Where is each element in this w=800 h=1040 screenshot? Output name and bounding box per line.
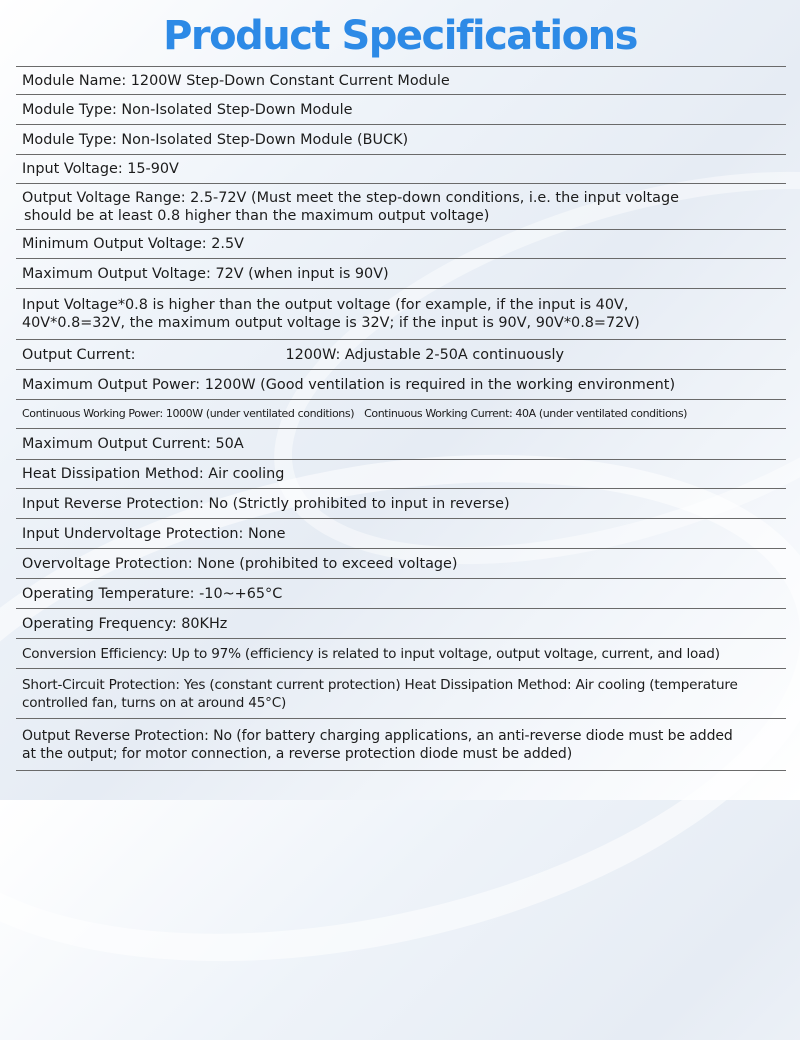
spec-line: 40V*0.8=32V, the maximum output voltage is 32V; if the input is 90V, 90V*0.8=72V)	[22, 315, 640, 331]
spec-text: Module Name: 1200W Step-Down Constant Current Module	[22, 72, 450, 89]
spec-line: Output Voltage Range: 2.5-72V (Must meet the step-down conditions, i.e. the input voltage	[22, 189, 679, 206]
spec-text: Minimum Output Voltage: 2.5V	[22, 236, 244, 252]
spec-text: Conversion Efficiency: Up to 97% (efficiency is related to input voltage, output voltage, current, and load)	[22, 645, 720, 662]
spec-text: Continuous Working Current: 40A (under ventilated conditions)	[364, 407, 688, 420]
spec-row	[16, 230, 786, 259]
spec-text: Heat Dissipation Method: Air cooling	[22, 466, 285, 482]
spec-line: should be at least 0.8 higher than the maximum output voltage)	[24, 207, 490, 224]
spec-text	[22, 727, 733, 763]
spec-row	[16, 155, 786, 184]
spec-row	[16, 489, 786, 519]
spec-line: Output Reverse Protection: No (for battery charging applications, an anti-reverse diode must be added	[22, 727, 733, 744]
spec-text: Maximum Output Voltage: 72V (when input is 90V)	[22, 265, 389, 282]
spec-text: Maximum Output Power: 1200W (Good ventilation is required in the working environment)	[22, 376, 676, 393]
spec-text: Operating Temperature: -10~+65°C	[22, 585, 283, 602]
spec-row	[16, 95, 786, 125]
spec-row	[16, 460, 786, 489]
spec-line: Input Voltage*0.8 is higher than the output voltage (for example, if the input is 40V,	[22, 297, 629, 313]
spec-text: Overvoltage Protection: None (prohibited to exceed voltage)	[22, 555, 458, 572]
spec-row	[16, 719, 786, 771]
spec-row	[16, 289, 786, 340]
spec-text: Operating Frequency: 80KHz	[22, 615, 228, 632]
spec-text: Maximum Output Current: 50A	[22, 436, 244, 452]
spec-value: 1200W: Adjustable 2-50A continuously	[285, 346, 564, 363]
spec-row	[16, 125, 786, 155]
spec-row	[16, 67, 786, 95]
spec-text	[22, 189, 679, 225]
spec-row	[16, 259, 786, 289]
spec-row	[16, 579, 786, 609]
spec-text: Module Type: Non-Isolated Step-Down Module	[22, 101, 353, 118]
spec-text: Input Reverse Protection: No (Strictly prohibited to input in reverse)	[22, 495, 510, 512]
spec-row	[16, 609, 786, 639]
spec-line: controlled fan, turns on at around 45°C)	[22, 694, 287, 711]
spec-row	[16, 639, 786, 669]
spec-text	[22, 296, 640, 332]
spec-row	[16, 370, 786, 400]
spec-label: Output Current:	[22, 346, 136, 363]
spec-text: Module Type: Non-Isolated Step-Down Module (BUCK)	[22, 131, 409, 148]
spec-text	[22, 676, 738, 712]
page-title: Product Specifications	[163, 13, 637, 59]
spec-row	[16, 340, 786, 370]
spec-row	[16, 184, 786, 230]
spec-row	[16, 400, 786, 429]
spec-row	[16, 669, 786, 719]
spec-row	[16, 519, 786, 549]
spec-row	[16, 549, 786, 579]
spec-text: Input Undervoltage Protection: None	[22, 525, 286, 542]
spec-text: Continuous Working Power: 1000W (under ventilated conditions)	[22, 407, 355, 420]
spec-line: at the output; for motor connection, a reverse protection diode must be added)	[22, 745, 573, 762]
spec-text: Input Voltage: 15-90V	[22, 161, 179, 177]
spec-table	[16, 66, 786, 771]
spec-line: Short-Circuit Protection: Yes (constant current protection) Heat Dissipation Method: Air cooling (temperature	[22, 676, 738, 693]
spec-row	[16, 429, 786, 460]
